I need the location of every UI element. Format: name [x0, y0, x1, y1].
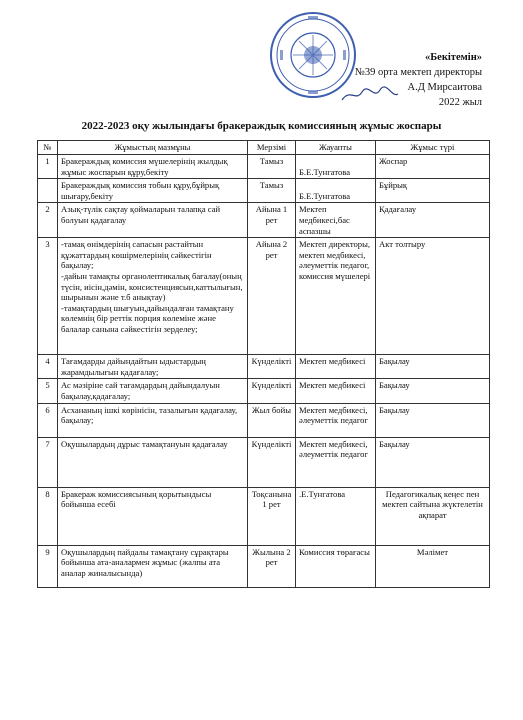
table-row [38, 238, 490, 355]
row-term: Күнделікті [248, 355, 296, 379]
row-num: 6 [38, 403, 58, 437]
approval-title: «Бекітемін» [424, 52, 482, 63]
row-type: Бақылау [376, 437, 490, 487]
row-term: Тамыз [248, 155, 296, 179]
row-type: Жоспар [376, 155, 490, 179]
row-term: Тоқсанына 1 рет [248, 487, 296, 545]
table-row [38, 355, 490, 379]
table-row [38, 487, 490, 545]
row-num: 8 [38, 487, 58, 545]
table-row [38, 437, 490, 487]
row-type: Акт толтыру [376, 238, 490, 355]
row-term: Күнделікті [248, 379, 296, 403]
row-responsible: Мектеп медбикесі,бас аспазшы [296, 203, 376, 238]
approval-block [312, 50, 482, 110]
row-type: Бұйрық [376, 179, 490, 203]
row-responsible: Мектеп медбикесі, әлеуметтік педагог [296, 403, 376, 437]
row-content: Бракераждық комиссия тобын құру,бұйрық шығару,бекіту [58, 179, 248, 203]
row-num: 9 [38, 545, 58, 587]
table-row [38, 203, 490, 238]
header-term: Мерзімі [248, 141, 296, 155]
row-content: Азық-түлік сақтау қоймаларын талапқа сай болуын қадағалау [58, 203, 248, 238]
table-row [38, 545, 490, 587]
row-num: 2 [38, 203, 58, 238]
document-title: 2022-2023 оқу жылындағы бракераждық комиссияның жұмыс жоспары [81, 120, 442, 132]
table-header-row [38, 141, 490, 155]
header-content: Жұмыстың мазмұны [58, 141, 248, 155]
row-term: Күнделікті [248, 437, 296, 487]
row-responsible: Мектеп медбикесі [296, 379, 376, 403]
work-plan-table [37, 140, 490, 588]
header-num: № [38, 141, 58, 155]
row-responsible: Мектеп директоры, мектеп медбикесі, әлеуметтік педагог, комиссия мүшелері [296, 238, 376, 355]
table-row [38, 379, 490, 403]
table-row [38, 179, 490, 203]
row-num: 4 [38, 355, 58, 379]
header-responsible: Жауапты [296, 141, 376, 155]
row-term: Айына 1 рет [248, 203, 296, 238]
row-term: Жылына 2 рет [248, 545, 296, 587]
row-responsible: .Е.Тунгатова [296, 487, 376, 545]
row-type: Қадағалау [376, 203, 490, 238]
table-row [38, 155, 490, 179]
row-num: 5 [38, 379, 58, 403]
row-content: Бракераж комиссиясының қорытындысы бойынша есебі [58, 487, 248, 545]
row-num: 3 [38, 238, 58, 355]
row-num [38, 179, 58, 203]
row-num: 7 [38, 437, 58, 487]
row-type: Педагогикалық кеңес пен мектеп сайтына жүктелетін ақпарат [376, 487, 490, 545]
row-content: Ас мәзіріне сай тағамдардың дайындалуын бақылау,қадағалау; [58, 379, 248, 403]
row-responsible: Б.Е.Тунгатова [296, 155, 376, 179]
row-type: Бақылау [376, 403, 490, 437]
approval-director-name: А.Д Мирсаитова [407, 82, 482, 93]
row-term: Жыл бойы [248, 403, 296, 437]
table-row [38, 403, 490, 437]
header-type: Жұмыс түрі [376, 141, 490, 155]
row-term: Тамыз [248, 179, 296, 203]
row-responsible: Б.Е.Тунгатова [296, 179, 376, 203]
row-content: Тағамдарды дайындайтын ыдыстардың жарамдылығын қадағалау; [58, 355, 248, 379]
row-type: Мәлімет [376, 545, 490, 587]
row-type: Бақылау [376, 379, 490, 403]
row-type: Бақылау [376, 355, 490, 379]
row-responsible: Комиссия төрағасы [296, 545, 376, 587]
row-term: Айына 2 рет [248, 238, 296, 355]
row-content: Оқушылардың пайдалы тамақтану сұрақтары бойынша ата-аналармен жұмыс (жалпы ата аналар жиналысында) [58, 545, 248, 587]
row-content: Бракераждық комиссия мүшелерінің жылдық жұмыс жоспарын құру,бекіту [58, 155, 248, 179]
row-responsible: Мектеп медбикесі [296, 355, 376, 379]
row-num: 1 [38, 155, 58, 179]
row-content: -тамақ өнімдерінің сапасын растайтын құжаттардың көшірмелерінің сәйкестігін бақылау; -дайын тамақты органолептикалық бағалау(оның түсін, иісін,дәмін, консистенциясын,каттылығын, шырынын және т.б анықтау) -тамақтардың шығуын,дайындалған тамақтану көлемнің бір реттік порция көлеміне және балалар санына сәйкестігін зерделеу; [58, 238, 248, 355]
row-content: Асхананың ішкі көрінісін, тазалығын қадағалау, бақылау; [58, 403, 248, 437]
row-responsible: Мектеп медбикесі, әлеуметтік педагог [296, 437, 376, 487]
row-content: Оқушылардың дұрыс тамақтануын қадағалау [58, 437, 248, 487]
approval-director-line: №39 орта мектеп директоры [354, 67, 482, 78]
approval-year: 2022 жыл [438, 97, 482, 108]
